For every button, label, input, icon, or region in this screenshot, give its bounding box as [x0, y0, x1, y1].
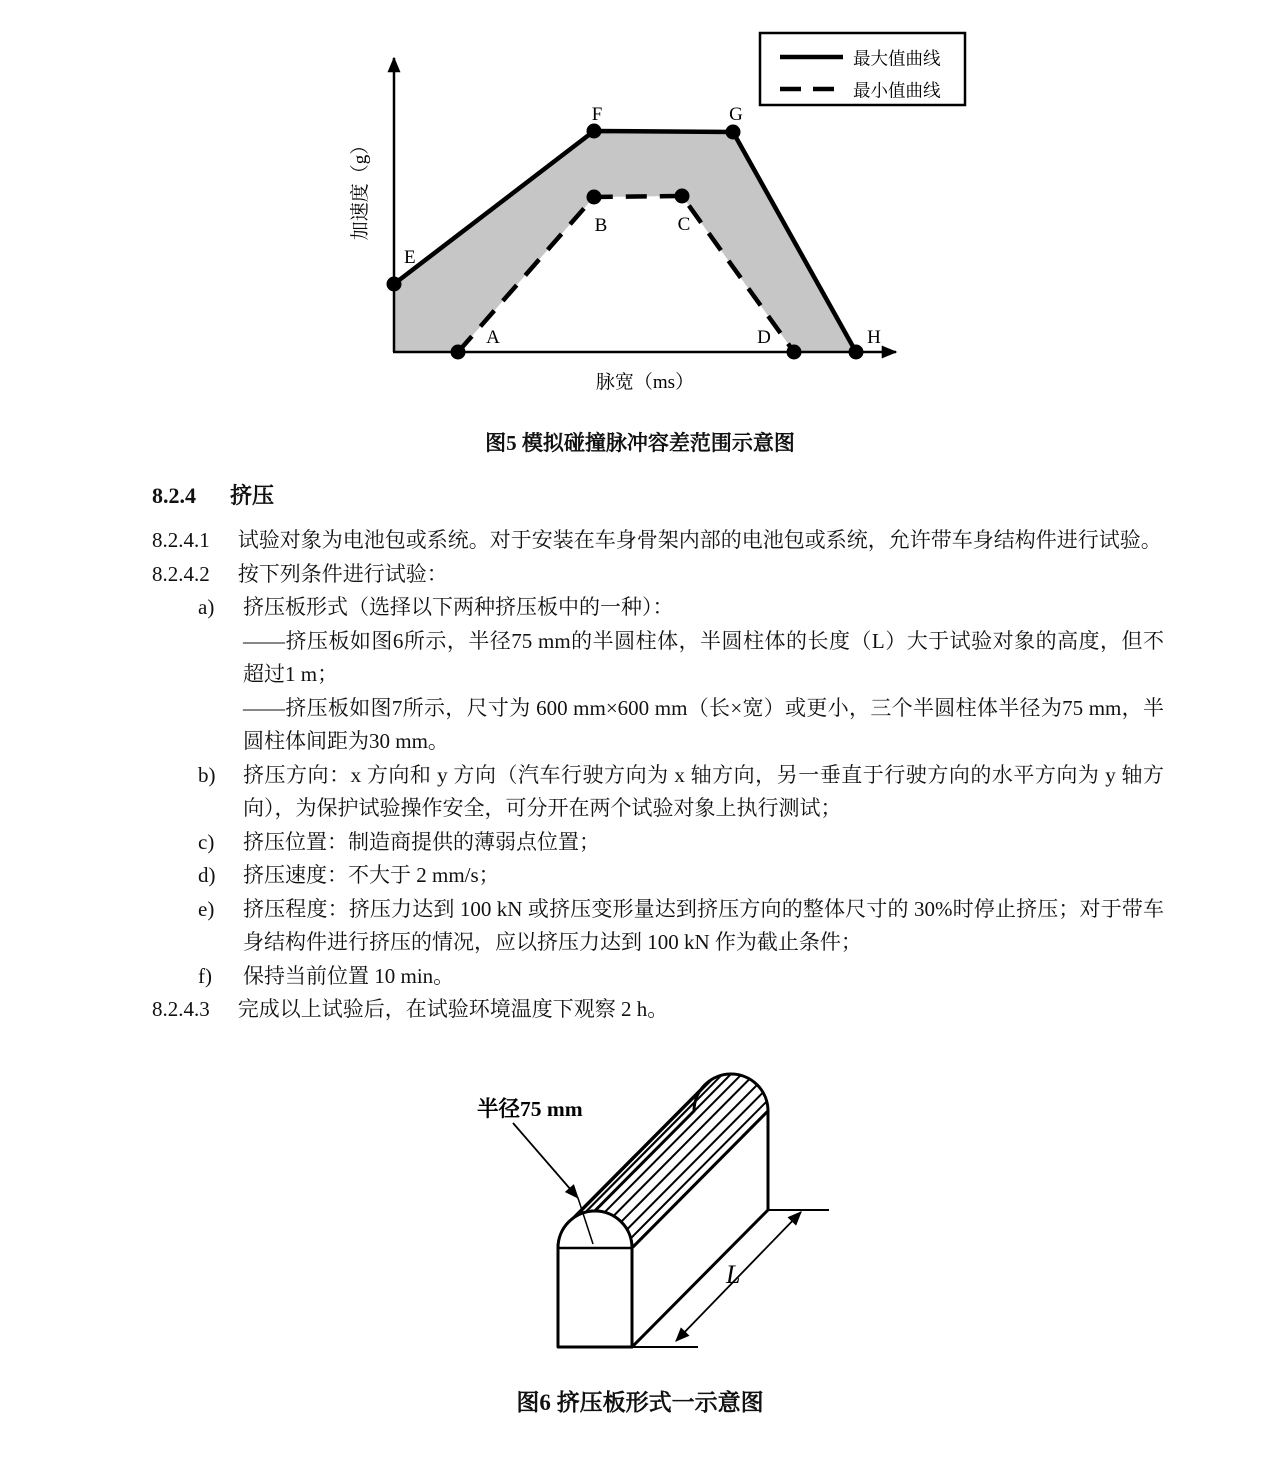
paragraph-number: 8.2.4.2	[152, 561, 210, 586]
section-heading	[152, 482, 1280, 510]
list-item-b	[152, 759, 1164, 826]
radius-label: 半径75 mm	[477, 1096, 583, 1121]
point-label-E: E	[404, 247, 416, 268]
legend-label-max: 最大值曲线	[853, 48, 941, 69]
list-marker: b)	[198, 762, 216, 787]
point-label-B: B	[594, 215, 608, 236]
data-point-A	[451, 345, 466, 360]
list-subitem: ——挤压板如图7所示，尺寸为 600 mm×600 mm（长×宽）或更小，三个半圆柱体半径为75 mm，半圆柱体间距为30 mm。	[243, 695, 1164, 753]
list-item-e	[152, 893, 1164, 960]
list-subitem: ——挤压板如图6所示，半径75 mm的半圆柱体，半圆柱体的长度（L）大于试验对象的高度，但不超过1 m；	[243, 628, 1164, 686]
list-marker: a)	[198, 595, 215, 619]
section-heading-title: 挤压	[230, 483, 275, 508]
radius-leader-line	[513, 1123, 578, 1198]
legend-label-min: 最小值曲线	[853, 80, 941, 101]
paragraph-text: 按下列条件进行试验：	[237, 561, 448, 586]
paragraph-8-2-4-3	[152, 993, 1164, 1027]
list-item-a	[152, 591, 1164, 759]
list-marker: e)	[198, 896, 215, 921]
paragraph-8-2-4-1	[152, 524, 1164, 558]
front-face	[558, 1211, 632, 1347]
x-axis-title: 脉宽（ms）	[595, 372, 695, 393]
figure6-caption: 图6 挤压板形式一示意图	[516, 1389, 764, 1415]
figure5-chart	[0, 0, 1280, 412]
list-item-text: 挤压程度：挤压力达到 100 kN 或挤压变形量达到挤压方向的整体尺寸的 30%时停止挤压；对于带车身结构件进行挤压的情况，应以挤压力达到 100 kN 作为截止条件；	[243, 896, 1164, 954]
point-label-D: D	[757, 327, 771, 348]
data-point-D	[787, 345, 802, 360]
data-point-C	[675, 189, 690, 204]
figure6-diagram	[0, 1055, 1280, 1375]
data-point-G	[726, 125, 741, 140]
legend	[760, 33, 965, 105]
list-item-text: 挤压板形式（选择以下两种挤压板中的一种）：	[243, 595, 674, 619]
tolerance-band	[394, 131, 856, 352]
paragraph-text: 试验对象为电池包或系统。对于安装在车身骨架内部的电池包或系统，允许带车身结构件进行试验。	[237, 528, 1162, 552]
paragraph-8-2-4-2	[152, 558, 1164, 592]
paragraph-number: 8.2.4.3	[152, 997, 210, 1021]
paragraph-number: 8.2.4.1	[152, 528, 210, 552]
point-label-C: C	[677, 214, 691, 235]
list-item-text: 挤压方向：x 方向和 y 方向（汽车行驶方向为 x 轴方向，另一垂直于行驶方向的水平方向为 y 轴方向），为保护试验操作安全，可分开在两个试验对象上执行测试；	[243, 762, 1164, 820]
list-marker: d)	[198, 863, 216, 887]
list-item-text: 挤压速度：不大于 2 mm/s；	[243, 863, 500, 887]
list-item-text: 挤压位置：制造商提供的薄弱点位置；	[243, 829, 600, 854]
data-point-E	[387, 277, 402, 292]
list-item-d	[152, 859, 1164, 893]
list-item-text: 保持当前位置 10 min。	[243, 963, 455, 988]
paragraph-text: 完成以上试验后，在试验环境温度下观察 2 h。	[237, 997, 669, 1021]
figure5-caption: 图5 模拟碰撞脉冲容差范围示意图	[485, 431, 795, 455]
point-label-F: F	[591, 104, 603, 125]
point-label-A: A	[486, 327, 500, 348]
data-point-B	[587, 190, 602, 205]
data-point-F	[587, 124, 602, 139]
list-marker: f)	[198, 963, 212, 988]
section-heading-number: 8.2.4	[152, 483, 196, 508]
length-label: L	[726, 1259, 741, 1289]
y-axis-title: 加速度（g）	[350, 135, 371, 241]
list-item-f	[152, 960, 1164, 994]
list-marker: c)	[198, 829, 215, 854]
point-label-H: H	[867, 327, 881, 348]
section-body	[152, 524, 1164, 1027]
list-item-c	[152, 826, 1164, 860]
data-point-H	[849, 345, 864, 360]
point-label-G: G	[729, 104, 743, 125]
